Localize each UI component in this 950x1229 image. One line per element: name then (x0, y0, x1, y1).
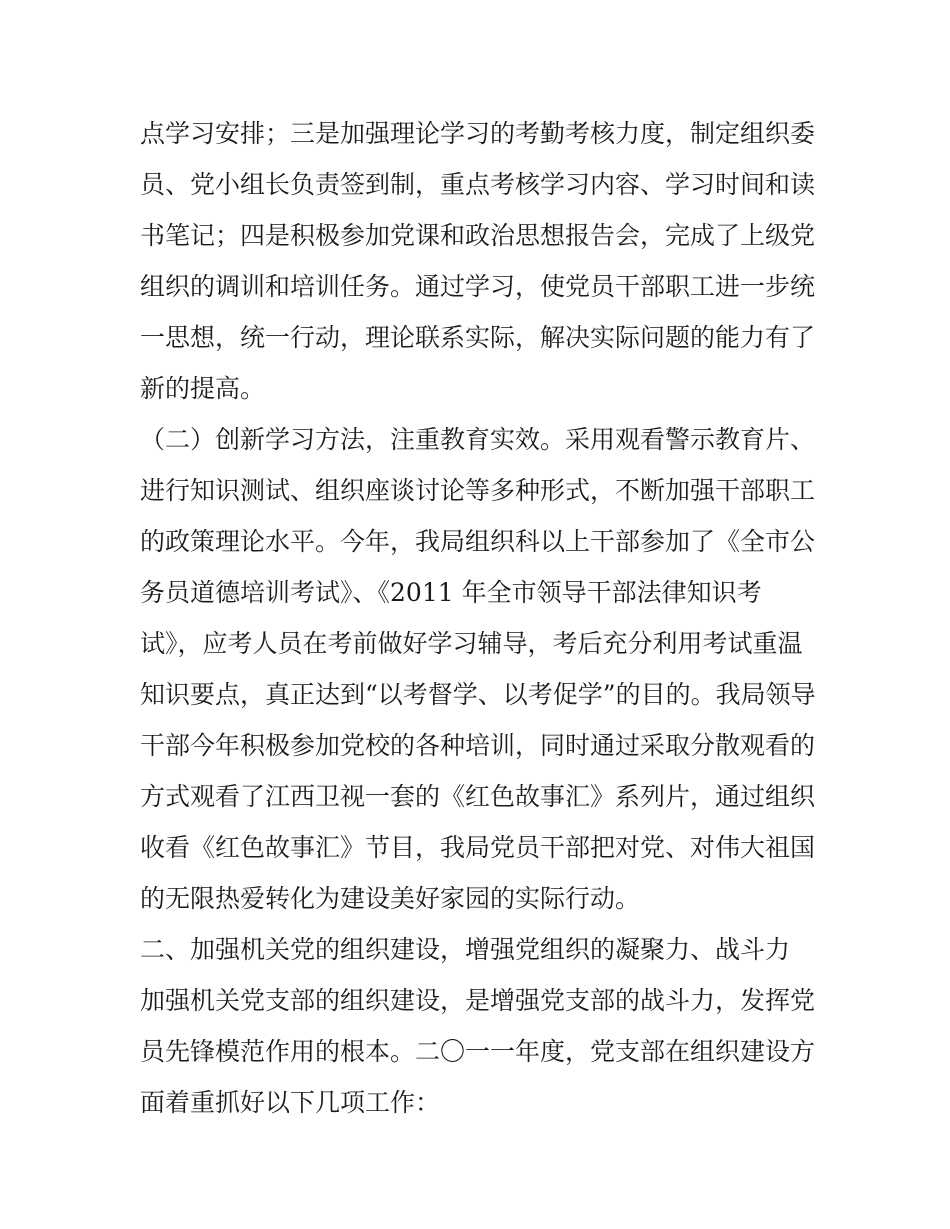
text-line: 加强机关党支部的组织建设，是增强党支部的战斗力，发挥党 (140, 986, 816, 1015)
text-line: 组织的调训和培训任务。通过学习，使党员干部职工进一步统 (140, 272, 816, 301)
text-line: 知识要点，真正达到“以考督学、以考促学”的目的。我局领导 (140, 680, 816, 709)
text-line: 一思想，统一行动，理论联系实际，解决实际问题的能力有了 (140, 323, 816, 352)
text-line: 方式观看了江西卫视一套的《红色故事汇》系列片，通过组织 (140, 782, 816, 811)
text-line: 的无限热爱转化为建设美好家园的实际行动。 (140, 884, 641, 913)
text-line: 新的提高。 (140, 374, 266, 403)
text-line: 书笔记；四是积极参加党课和政治思想报告会，完成了上级党 (140, 221, 816, 250)
text-line: 收看《红色故事汇》节目，我局党员干部把对党、对伟大祖国 (140, 833, 816, 862)
section-heading-line: 二、加强机关党的组织建设，增强党组织的凝聚力、战斗力 (140, 935, 791, 964)
text-line: 试》，应考人员在考前做好学习辅导，考后充分利用考试重温 (140, 629, 803, 658)
text-line: 面着重抓好以下几项工作： (140, 1088, 441, 1117)
text-line: 点学习安排；三是加强理论学习的考勤考核力度，制定组织委 (140, 119, 816, 148)
text-line: 干部今年积极参加党校的各种培训，同时通过采取分散观看的 (140, 731, 816, 760)
section-heading-line: （二）创新学习方法，注重教育实效。采用观看警示教育片、 (140, 425, 816, 454)
text-line: 员先锋模范作用的根本。二〇一一年度，党支部在组织建设方 (140, 1037, 816, 1066)
text-line: 进行知识测试、组织座谈讨论等多种形式，不断加强干部职工 (140, 476, 816, 505)
text-line: 员、党小组长负责签到制，重点考核学习内容、学习时间和读 (140, 170, 816, 199)
document-body (140, 108, 830, 1128)
text-line: 的政策理论水平。今年，我局组织科以上干部参加了《全市公 (140, 527, 816, 556)
text-line: 务员道德培训考试》、《2011 年全市领导干部法律知识考 (140, 578, 762, 607)
